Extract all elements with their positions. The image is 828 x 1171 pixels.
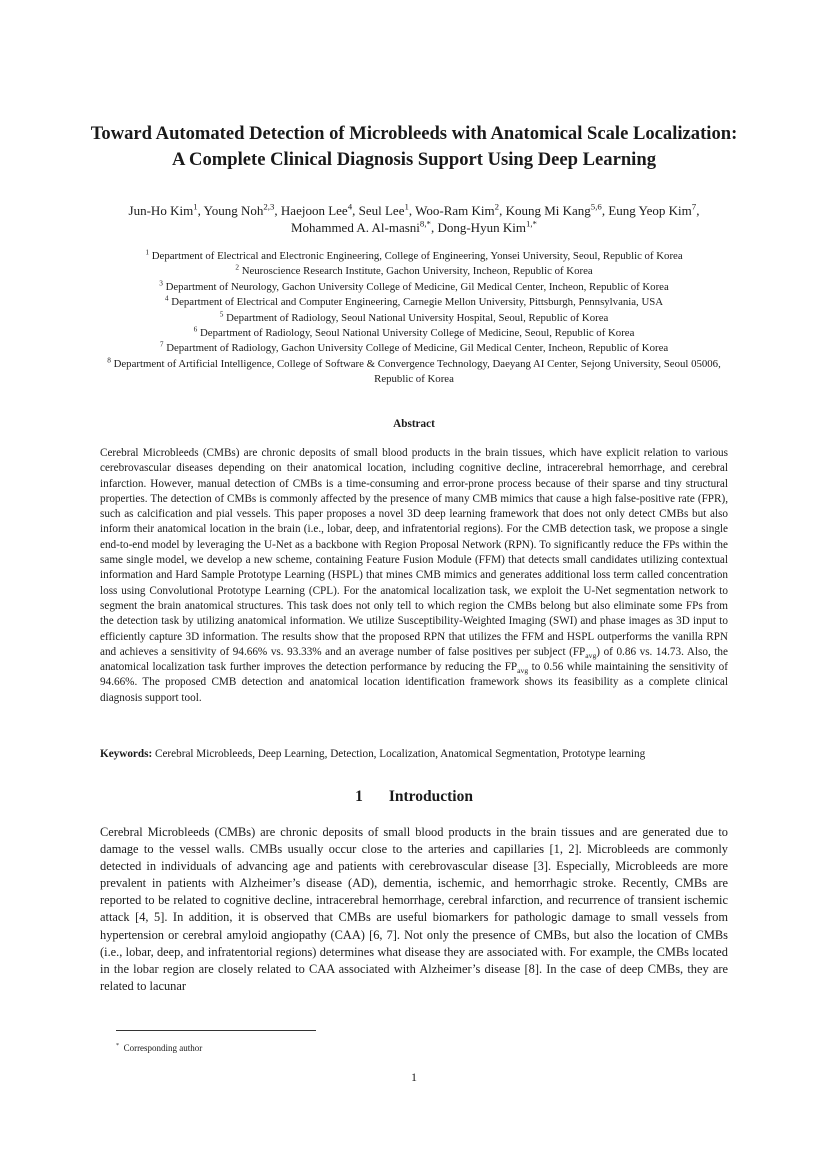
author: Koung Mi Kang$^{5,6}$	[505, 201, 602, 218]
author: Seul Lee$^1$	[358, 201, 409, 218]
keywords-text: Cerebral Microbleeds, Deep Learning, Detection, Localization, Anatomical Segmentation, Prototype learning	[152, 748, 646, 760]
affiliation: $^1$ Department of Electrical and Electronic Engineering, College of Engineering, Yonsei University, Seoul, Republic of Korea	[145, 247, 683, 262]
affiliation: $^2$ Neuroscience Research Institute, Gachon University, Incheon, Republic of Korea	[235, 262, 593, 278]
affiliation: $^6$ Department of Radiology, Seoul National University College of Medicine, Seoul, Republic of Korea	[193, 324, 635, 340]
author: Haejoon Lee$^4$	[280, 201, 353, 218]
page-number: 1	[411, 1070, 417, 1084]
author-list: Jun-Ho Kim$^1$, Young Noh$^{2,3}$, Haejoon Lee$^4$, Seul Lee$^1$, Woo-Ram Kim$^2$, Koung Mi Kang$^{5,6}$, Eung Yeop Kim$^7$, Mohammed A. Al-masni$^{8,*}$, Dong-Hyun Kim$^{1,*}$	[128, 201, 700, 235]
author: Young Noh$^{2,3}$	[203, 201, 275, 218]
affiliation-list	[100, 249, 728, 388]
author: Woo-Ram Kim$^2$	[415, 201, 500, 218]
section-heading	[100, 788, 728, 806]
affiliation: $^7$ Department of Radiology, Gachon University College of Medicine, Gil Medical Center, Incheon, Republic of Korea	[159, 339, 669, 355]
affiliation: $^8$ Department of Artificial Intelligence, College of Software & Convergence Technology, Daeyang AI Center, Sejong University, Seoul 05006, Republic of Korea	[107, 355, 721, 386]
affiliation: $^4$ Department of Electrical and Computer Engineering, Carnegie Mellon University, Pittsburgh, Pennsylvania, USA	[164, 293, 664, 309]
keywords-label: Keywords:	[100, 748, 153, 760]
section-title: Introduction	[388, 788, 473, 805]
introduction-body: Cerebral Microbleeds (CMBs) are chronic deposits of small blood products in the brain tissues and are generated due to damage to the vessel walls. CMBs usually occur close to the arteries and capillaries [1, 2]. Microbleeds are commonly detected in individuals of advancing age and patients with cerebrovascular disease [3]. Especially, Microbleeds are more prevalent in patients with Alzheimer’s disease (AD), dementia, ischemic, and hemorrhagic stroke. Recently, CMBs are reported to be related to cognitive decline, intracerebral hemorrhage, cerebral infarction, and recurrence of transient ischemic attack [4, 5]. In addition, it is observed that CMBs are useful biomarkers for pathologic damage to small vessels from hypertension or cerebral amyloid angiopathy (CAA) [6, 7]. Not only the presence of CMBs, but also the location of CMBs (i.e., lobar, deep, and infratentorial regions) determines what disease they are associated with. For example, the CMBs located in the lobar region are closely related to CAA associated with Alzheimer’s disease [8]. In the case of deep CMBs, they are related to lacunar	[100, 825, 728, 993]
section-number: 1	[355, 788, 363, 805]
author: Dong-Hyun Kim$^{1,*}$	[437, 218, 537, 235]
affiliation: $^3$ Department of Neurology, Gachon University College of Medicine, Gil Medical Center, Incheon, Republic of Korea	[159, 278, 669, 293]
author: Mohammed A. Al-masni$^{8,*}$	[291, 218, 431, 235]
footnote: * Corresponding author	[116, 1043, 203, 1053]
footnote-rule	[116, 1030, 316, 1031]
abstract-heading: Abstract	[393, 418, 435, 430]
keywords	[100, 747, 728, 762]
paper-title: Toward Automated Detection of Microbleeds with Anatomical Scale Localization: A Complete Clinical Diagnosis Support Using Deep Learning	[90, 123, 738, 170]
author: Jun-Ho Kim$^1$	[128, 201, 198, 218]
abstract-body: Cerebral Microbleeds (CMBs) are chronic deposits of small blood products in the brain tissues, which have explicit relation to various cerebrovascular diseases depending on their anatomical location, including cognitive decline, intracerebral hemorrhage, and cerebral infarction. However, manual detection of CMBs is a time-consuming and error-prone process because of their sparse and tiny structural properties. The detection of CMBs is commonly affected by the presence of many CMB mimics that cause a high false-positive rate (FPR), such as calcification and pial vessels. This paper proposes a novel 3D deep learning framework that does not only detect CMBs but also inform their anatomical location in the brain (i.e., lobar, deep, and infratentorial regions). For the CMB detection task, we propose a single end-to-end model by leveraging the U-Net as a backbone with Region Proposal Network (RPN). To significantly reduce the FPs within the same single model, we develop a new scheme, containing Feature Fusion Module (FFM) that detects small candidates utilizing contextual information and Hard Sample Prototype Learning (HSPL) that mines CMB mimics and generates additional loss term called concentration loss using Convolutional Prototype Learning (CPL). For the anatomical localization task, we exploit the U-Net segmentation network to segment the brain anatomical structures. This task does not only tell to which region the CMBs belong but also eliminate some FPs from the detection task by utilizing anatomical information. We utilize Susceptibility-Weighted Imaging (SWI) and phase images as 3D input to efficiently capture 3D information. The results show that the proposed RPN that utilizes the FFM and HSPL outperforms the vanilla RPN and achieves a sensitivity of 94.66% vs. 93.33% and an average number of false positives per subject $(FP_{avg})$ of 0.86 vs. 14.73. Also, the anatomical localization task further improves the detection performance by reducing the $FP_{avg}$ to 0.56 while maintaining the sensitivity of 94.66%. The proposed CMB detection and anatomical location identification framework shows its feasibility as a complete clinical diagnosis support tool.	[100, 447, 728, 704]
affiliation: $^5$ Department of Radiology, Seoul National University Hospital, Seoul, Republic of Korea	[219, 309, 609, 324]
author: Eung Yeop Kim$^7$	[608, 201, 697, 218]
